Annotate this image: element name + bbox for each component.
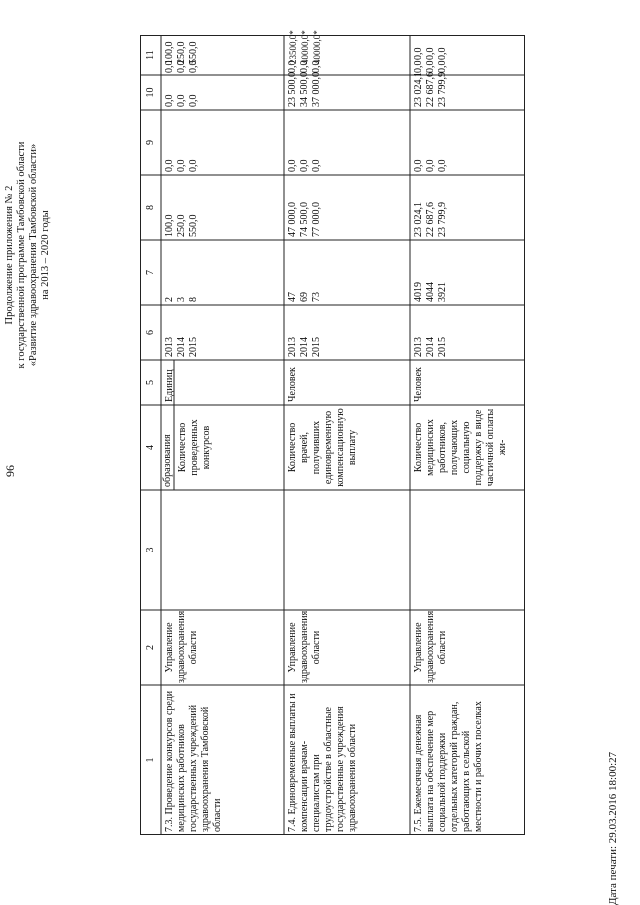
value: 0,0 [164, 159, 175, 172]
row-executor: Управление здравоохранения области [287, 610, 322, 683]
value: 4044 [425, 282, 436, 302]
value: 23 024,1 [413, 202, 424, 237]
value: 0,0 [425, 47, 436, 60]
year: 2015 [437, 337, 448, 357]
year: 2013 [164, 337, 175, 357]
value: 0,0 [425, 159, 436, 172]
value: 22 687,6 [425, 202, 436, 237]
value: 0,0 [311, 60, 322, 73]
heading-line: Продолжение приложения № 2 [4, 185, 15, 325]
value: 0,0 [164, 60, 175, 73]
value: 69 [299, 292, 310, 302]
col-header: 11 [145, 50, 156, 60]
col-header: 10 [145, 87, 156, 98]
heading-line: «Развитие здравоохранения Тамбовской области» [28, 143, 39, 367]
value: 73 [311, 292, 322, 302]
value: 0,0 [413, 159, 424, 172]
value: 47 [287, 292, 298, 302]
row-unit: Единиц [164, 369, 175, 402]
row-unit: Человек [413, 367, 424, 402]
value: 0,0 [413, 60, 424, 73]
value: 0,0 [287, 60, 298, 73]
year: 2013 [413, 337, 424, 357]
continuation-text: образования [162, 434, 173, 487]
value: 0,0 [188, 159, 199, 172]
year: 2014 [299, 337, 310, 357]
data-table [140, 30, 525, 835]
year: 2014 [425, 337, 436, 357]
year: 2014 [176, 337, 187, 357]
row-indicator: Количество медицинских работников, получающих социальную поддержку в виде частичной оплаты жи- [413, 408, 508, 487]
value: 0,0 [287, 159, 298, 172]
col-header: 7 [145, 270, 156, 275]
value: 2 [164, 297, 175, 302]
value: 22 687,6 [425, 72, 436, 107]
col-header: 9 [145, 140, 156, 145]
row-executor: Управление здравоохранения области [164, 610, 199, 683]
value: 0,0 [413, 47, 424, 60]
row-executor: Управление здравоохранения области [413, 610, 448, 683]
value: 0,0 [176, 94, 187, 107]
col-header: 3 [145, 547, 156, 553]
value: 100,0 [164, 41, 175, 64]
value: 0,0 [176, 60, 187, 73]
year: 2015 [311, 337, 322, 357]
col-header: 5 [145, 380, 156, 385]
col-header: 1 [145, 757, 156, 763]
value: 3921 [437, 282, 448, 302]
value: 8 [188, 297, 199, 302]
row-unit: Человек [287, 367, 298, 402]
value: 77 000,0 [311, 202, 322, 237]
col-header: 8 [145, 205, 156, 210]
value: 0,0 [299, 60, 310, 73]
value: 0,0 [437, 159, 448, 172]
value: 250,0 [176, 41, 187, 64]
value: 4019 [413, 282, 424, 302]
page-number: 96 [3, 465, 17, 477]
value: 0,0 [176, 159, 187, 172]
value: 550,0 [188, 214, 199, 237]
value: 23500,0* [288, 30, 298, 64]
value: 40000,0* [312, 30, 322, 64]
value: 100,0 [164, 214, 175, 237]
value: 40000,0* [300, 30, 310, 64]
row-name: 7.5. Ежемесячная денежная выплата на обеспечение мер социальной поддержки отдельных категорий граждан, работающих в сельской местности и рабочих поселках [413, 701, 484, 832]
col-header: 2 [145, 645, 156, 650]
row-name: 7.3. Проведение конкурсов среди медицинских работников государственных учреждений здравоохранения Тамбовской области [164, 690, 223, 832]
value: 0,0 [188, 94, 199, 107]
col-header: 6 [145, 330, 156, 335]
value: 550,0 [188, 41, 199, 64]
year: 2013 [287, 337, 298, 357]
value: 0,0 [164, 94, 175, 107]
value: 23 799,9 [437, 72, 448, 107]
heading-line: на 2013 – 2020 годы [40, 210, 51, 300]
value: 37 000,0 [311, 72, 322, 107]
year: 2015 [188, 337, 199, 357]
heading-line: к государственной программе Тамбовской области [16, 141, 27, 369]
value: 3 [176, 297, 187, 302]
value: 0,0 [437, 60, 448, 73]
value: 74 500,0 [299, 202, 310, 237]
value: 47 000,0 [287, 202, 298, 237]
heading-block [4, 35, 52, 475]
value: 0,0 [425, 60, 436, 73]
print-date: Дата печати: 29.03.2016 18:00:27 [607, 751, 619, 905]
row-indicator: Количество врачей, получивших единовременную компенсационную выплату [287, 408, 358, 487]
value: 23 024,1 [413, 72, 424, 107]
value: 0,0 [311, 159, 322, 172]
value: 0,0 [299, 159, 310, 172]
value: 250,0 [176, 214, 187, 237]
value: 23 500,0 [287, 72, 298, 107]
col-header: 4 [145, 445, 156, 450]
value: 0,0 [188, 60, 199, 73]
value: 34 500,0 [299, 72, 310, 107]
row-indicator: Количество проведенных конкурсов [177, 419, 212, 476]
row-name: 7.4. Единовременные выплаты и компенсации врачам-специалистам при трудоустройстве в областные государственные учреждения здравоохранения области [287, 693, 358, 832]
value: 0,0 [437, 47, 448, 60]
value: 23 799,9 [437, 202, 448, 237]
